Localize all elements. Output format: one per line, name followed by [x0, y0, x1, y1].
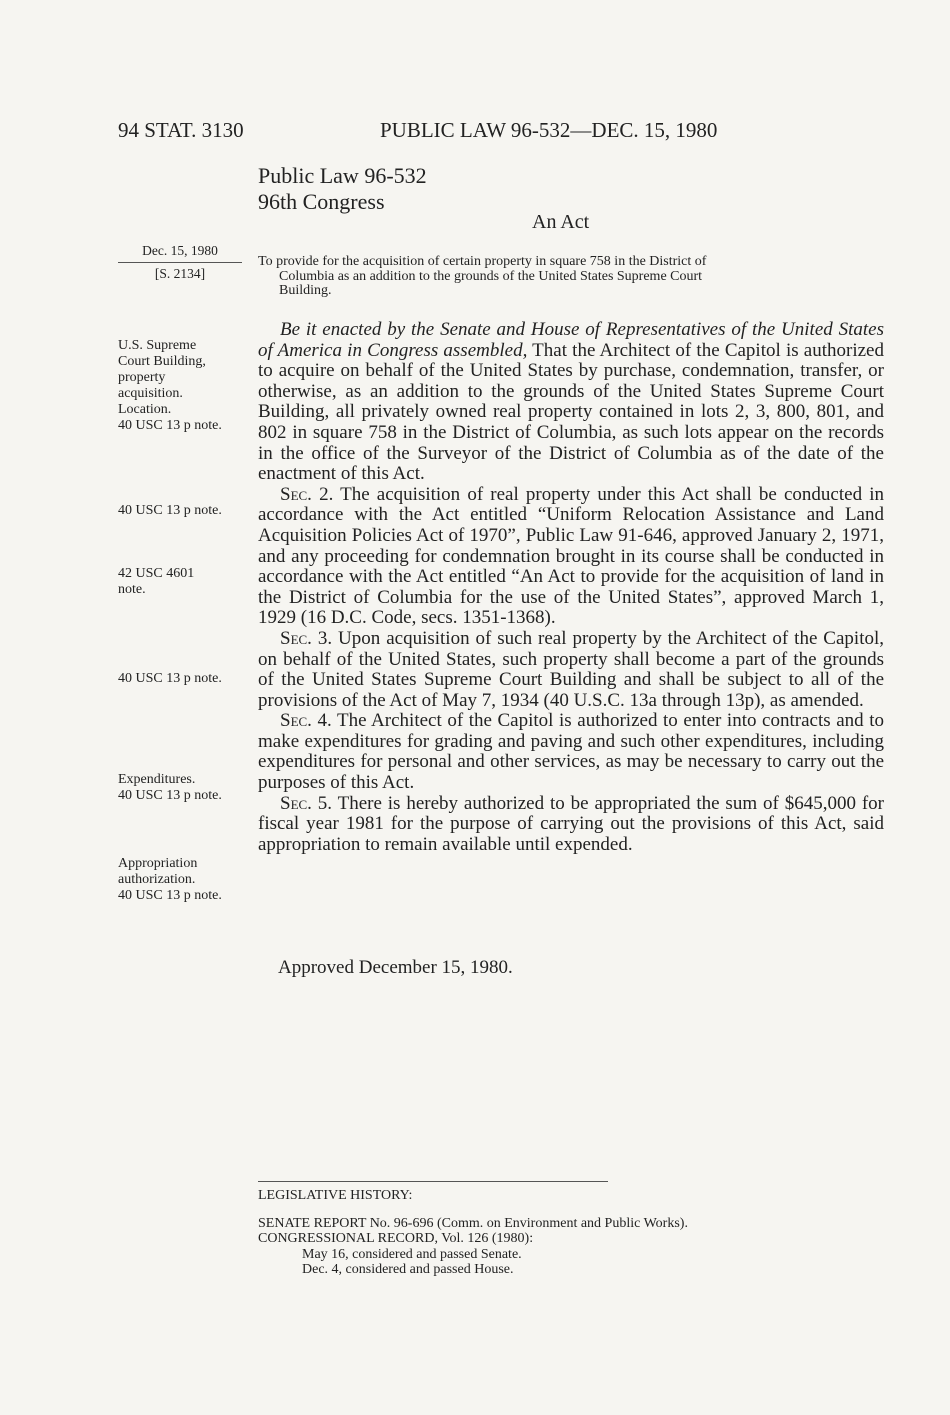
section-2-text: The acquisition of real property under this Act shall be conducted in accordance with the Act entitled “Uniform Relocation Assistance and Land Acquisition Policies Act of 1970”, Public Law 91-646, approved January 2, 1971, and any proceeding for condemnation brought in its course shall be conducted in accordance with the Act entitled “An Act to provide for the acquisition of land in the District of Columbia for the use of the United States”, approved March 1, 1929 (16 D.C. Code, secs. 1351-1368).	[258, 483, 884, 629]
margin-note-line: U.S. Supreme	[118, 338, 197, 353]
public-law-number: Public Law 96-532	[258, 163, 427, 188]
section-3-label: Sec. 3.	[280, 627, 333, 649]
margin-note-line: property	[118, 370, 166, 385]
margin-note-usc4601	[118, 566, 253, 598]
public-law-title	[258, 163, 427, 215]
stat-page-reference: 94 STAT. 3130	[118, 118, 244, 142]
section-3-text: Upon acquisition of such real property by the Architect of the Capitol, on behalf of the United States, such property shall become a part of the grounds of the United States Supreme Court Building and shall be subject to all of the provisions of the Act of May 7, 1934 (40 U.S.C. 13a through 13p), as amended.	[258, 627, 885, 711]
purpose-line: Columbia as an addition to the grounds of the United States Supreme Court	[279, 268, 703, 284]
margin-note-sec3: 40 USC 13 p note.	[118, 671, 222, 686]
purpose-line: To provide for the acquisition of certain property in square 758 in the District of	[258, 254, 707, 269]
section-4-label: Sec. 4.	[280, 710, 332, 732]
margin-date: Dec. 15, 1980	[142, 243, 218, 258]
act-body	[258, 320, 884, 855]
congressional-record: CONGRESSIONAL RECORD, Vol. 126 (1980):	[258, 1231, 534, 1246]
margin-note-line: acquisition.	[118, 386, 183, 401]
section-1-text: That the Architect of the Capitol is authorized to acquire on behalf of the United States by purchase, condemnation, transfer, or otherwise, as an addition to the grounds of the United States Supreme Court Building, all privately owned real property contained in lots 2, 3, 800, 801, and 802 in square 758 in the District of Columbia, as such lots appear on the records in the office of the Surveyor of the District of Columbia as of the date of the enactment of this Act.	[258, 339, 884, 485]
margin-note-property	[118, 338, 253, 434]
act-heading: An Act	[532, 211, 590, 233]
section-4	[258, 711, 884, 793]
section-5-label: Sec. 5.	[280, 792, 333, 814]
margin-note-line: 40 USC 13 p note.	[118, 888, 222, 903]
margin-note-expenditures	[118, 772, 253, 804]
margin-date-block	[118, 242, 242, 283]
margin-note-line: 40 USC 13 p note.	[118, 788, 222, 803]
legislative-history	[258, 1188, 688, 1278]
margin-note-line: Expenditures.	[118, 772, 196, 787]
running-title: PUBLIC LAW 96-532—DEC. 15, 1980	[380, 118, 718, 142]
footer-divider	[258, 1181, 608, 1182]
margin-note-line: Court Building,	[118, 354, 206, 369]
legislative-history-heading: LEGISLATIVE HISTORY:	[258, 1188, 413, 1203]
section-3	[258, 629, 884, 711]
congress-number: 96th Congress	[258, 189, 385, 214]
margin-bill-number: [S. 2134]	[154, 266, 206, 281]
act-purpose	[258, 255, 884, 299]
margin-note-line: 40 USC 13 p note.	[118, 418, 222, 433]
margin-note-line: note.	[118, 582, 146, 597]
purpose-line: Building.	[279, 283, 332, 298]
margin-date-divider	[118, 262, 242, 263]
margin-note-line: Location.	[118, 402, 172, 417]
senate-report: SENATE REPORT No. 96-696 (Comm. on Environment and Public Works).	[258, 1215, 688, 1231]
section-5-text: There is hereby authorized to be appropriated the sum of $645,000 for fiscal year 1981 for the purpose of carrying out the provisions of this Act, said appropriation to remain available until expended.	[258, 792, 884, 855]
margin-note-line: 42 USC 4601	[118, 566, 195, 581]
section-1	[258, 320, 884, 485]
section-4-text: The Architect of the Capitol is authorized to enter into contracts and to make expenditures for grading and paving and such other expenditures, including expenditures for personal and other services, as may be necessary to carry out the purposes of this Act.	[258, 710, 884, 794]
margin-note-appropriation	[118, 856, 253, 904]
margin-note-sec2: 40 USC 13 p note.	[118, 503, 222, 518]
margin-note-line: authorization.	[118, 872, 196, 887]
margin-note-line: Appropriation	[118, 856, 198, 871]
enacting-clause: Be it enacted by the Senate and House of Representatives of the United States of America in Congress assembled,	[258, 319, 884, 361]
section-2-label: Sec. 2.	[280, 483, 334, 505]
approval-date: Approved December 15, 1980.	[278, 957, 513, 978]
section-2	[258, 485, 884, 629]
section-5	[258, 794, 884, 856]
senate-action: May 16, considered and passed Senate.	[302, 1246, 522, 1262]
house-action: Dec. 4, considered and passed House.	[302, 1262, 514, 1277]
